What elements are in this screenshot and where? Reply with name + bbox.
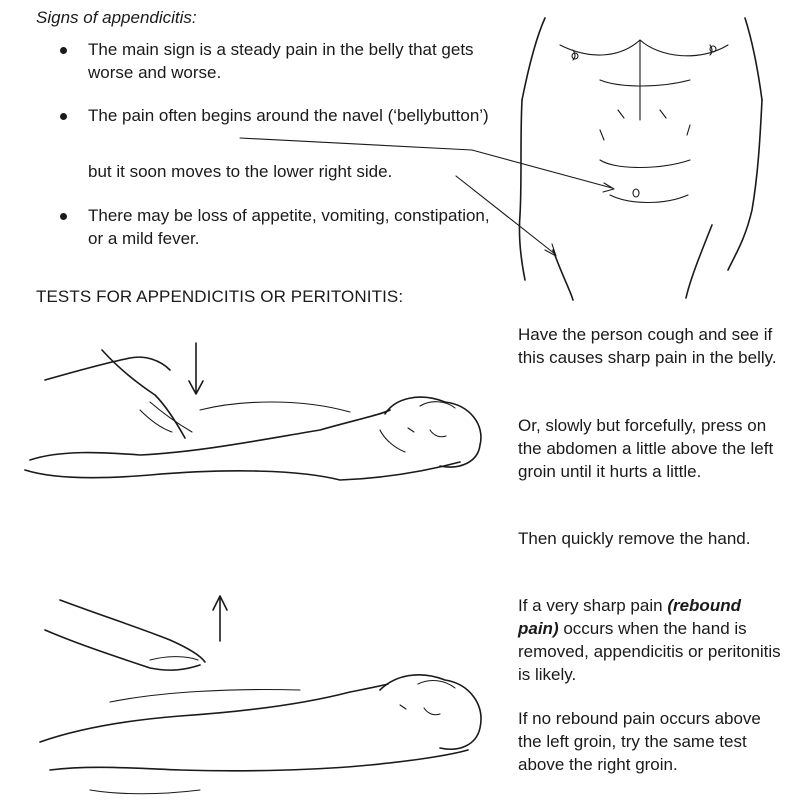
instruction-rebound [518,594,786,686]
bullet-icon [60,47,67,54]
rebound-text-pre: If a very sharp pain [518,596,668,615]
instruction-cough: Have the person cough and see if this causes sharp pain in the belly. [518,325,777,367]
bullet-continuation: but it soon moves to the lower right side. [88,162,393,181]
list-item [60,204,508,250]
bullet-icon [60,213,67,220]
release-test-illustration [40,596,481,794]
tests-heading: TESTS FOR APPENDICITIS OR PERITONITIS: [36,287,404,306]
list-item [60,104,508,127]
instruction-press: Or, slowly but forcefully, press on the abdomen a little above the left groin until it hurts a little. [518,416,774,481]
list-item [60,38,508,84]
bullet-icon [60,113,67,120]
signs-title: Signs of appendicitis: [36,8,197,27]
rebound-pain-term: (rebound pain) [518,596,741,638]
bullet-text: There may be loss of appetite, vomiting, constipation, or a mild fever. [88,206,490,248]
instruction-right-groin: If no rebound pain occurs above the left groin, try the same test above the right groin. [518,709,761,774]
bullet-text: The main sign is a steady pain in the belly that gets worse and worse. [88,40,474,82]
press-test-illustration [25,343,481,480]
torso-illustration [519,18,762,300]
rebound-text-post: occurs when the hand is removed, appendicitis or peritonitis is likely. [518,619,781,684]
instruction-remove-hand: Then quickly remove the hand. [518,529,751,548]
bullet-text: The pain often begins around the navel (‘bellybutton’) [88,106,489,125]
